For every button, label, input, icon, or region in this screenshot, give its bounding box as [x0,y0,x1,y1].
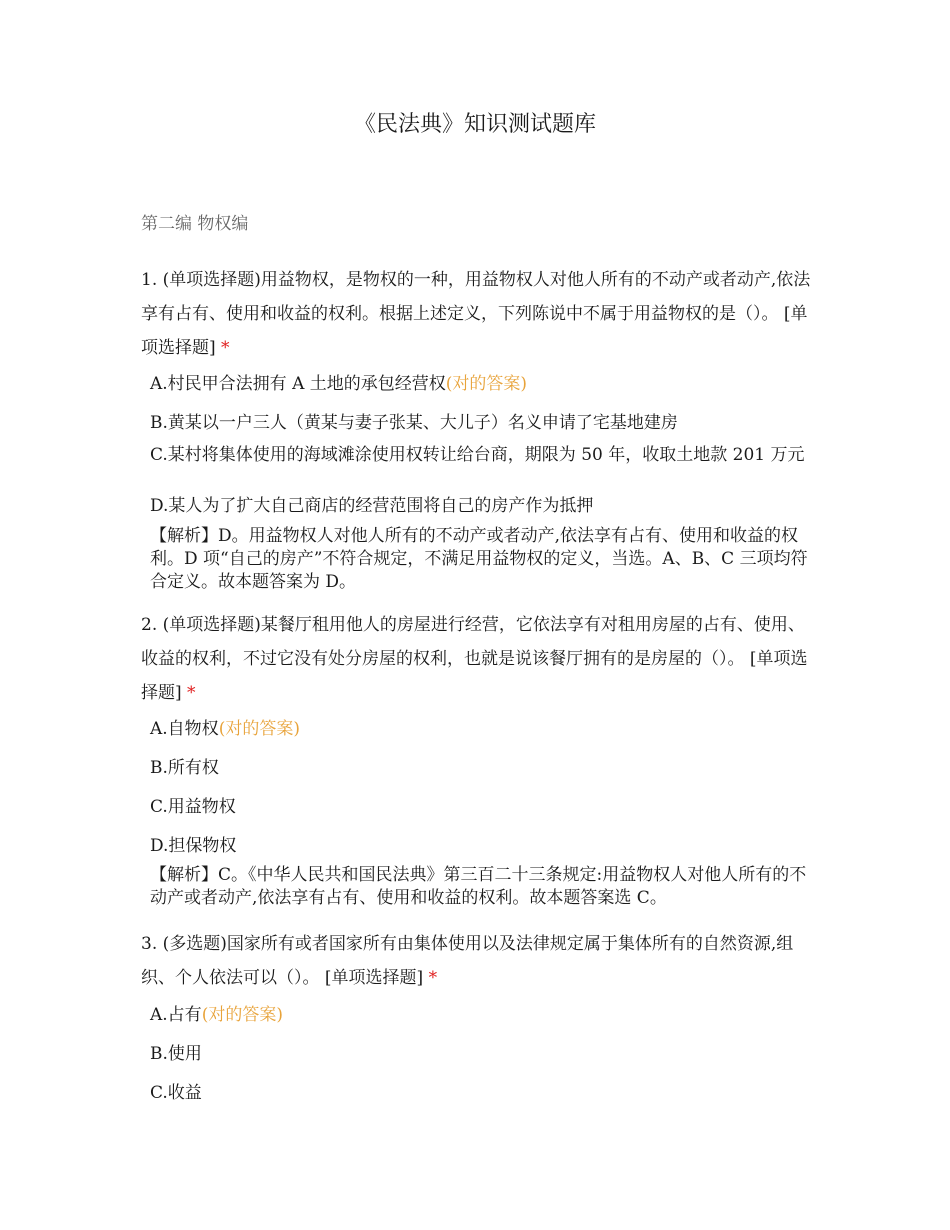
question-1-text: 1. (单项选择题)用益物权，是物权的一种，用益物权人对他人所有的不动产或者动产,依法享有占有、使用和收益的权利。根据上述定义，下列陈说中不属于用益物权的是（）。 [单项选择题] [141,270,811,358]
question-3 [141,927,811,995]
q2-option-a [150,717,810,741]
q1-option-b [150,411,810,435]
option-label: B.黄某以一户三人（黄某与妻子张某、大儿子）名义申请了宅基地建房 [150,413,678,433]
q1-option-a [150,372,810,396]
question-2-text: 2. (单项选择题)某餐厅租用他人的房屋进行经营，它依法享有对租用房屋的占有、使用、收益的权利，不过它没有处分房屋的权利，也就是说该餐厅拥有的是房屋的（）。 [单项选择题] [141,615,808,703]
q3-option-c [150,1081,810,1105]
q2-option-c [150,795,810,819]
q3-option-b [150,1042,810,1066]
q1-option-c [150,443,810,467]
correct-answer-tag: (对的答案) [445,374,528,394]
q3-option-a [150,1003,810,1027]
option-label: C.某村将集体使用的海域滩涂使用权转让给台商，期限为 50 年，收取土地款 201 万元 [150,445,805,465]
required-mark: * [221,338,230,358]
correct-answer-tag: (对的答案) [201,1005,283,1025]
q1-analysis: 【解析】D。用益物权人对他人所有的不动产或者动产,依法享有占有、使用和收益的权利。D 项“自己的房产”不符合规定，不满足用益物权的定义，当选。A、B、C 三项均符合定义。故本题答案为 D。 [150,526,808,592]
option-label: B.所有权 [150,758,219,778]
option-label: B.使用 [150,1044,202,1064]
question-2 [141,608,811,710]
document-title: 《民法典》知识测试题库 [353,112,596,137]
q1-option-d [150,494,810,518]
option-label: A.自物权 [150,719,219,739]
section-title: 第二编 物权编 [141,214,249,234]
required-mark: * [187,683,196,703]
option-label: D.担保物权 [150,836,237,856]
q2-option-b [150,756,810,780]
q2-option-d [150,834,810,858]
question-1 [141,263,811,365]
required-mark: * [428,968,438,988]
option-label: C.收益 [150,1083,202,1103]
correct-answer-tag: (对的答案) [218,719,300,739]
option-label: A.占有 [150,1005,202,1025]
option-label: D.某人为了扩大自己商店的经营范围将自己的房产作为抵押 [150,496,594,516]
q2-analysis: 【解析】C。《中华人民共和国民法典》第三百二十三条规定:用益物权人对他人所有的不动产或者动产,依法享有占有、使用和收益的权利。故本题答案选 C。 [150,865,807,908]
question-3-text: 3. (多选题)国家所有或者国家所有由集体使用以及法律规定属于集体所有的自然资源,组织、个人依法可以（）。 [单项选择题] [141,934,794,988]
option-label: A.村民甲合法拥有 A 土地的承包经营权 [150,374,446,394]
option-label: C.用益物权 [150,797,236,817]
